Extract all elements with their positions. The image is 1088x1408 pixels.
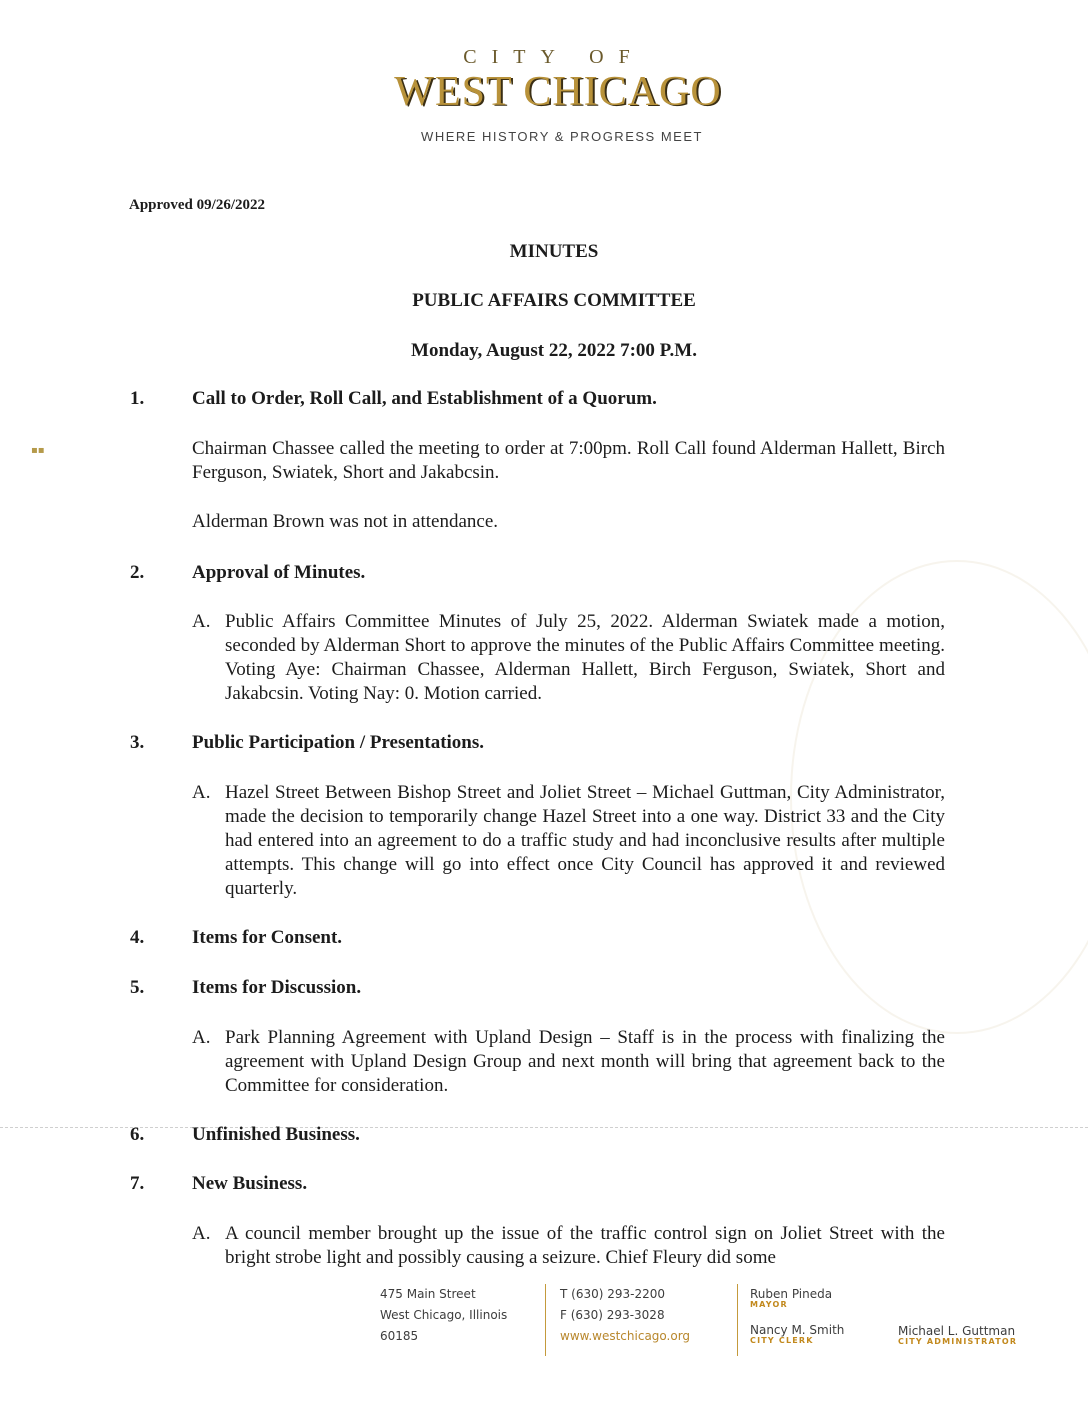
section-title: Approval of Minutes. (192, 562, 366, 583)
committee-name: PUBLIC AFFAIRS COMMITTEE (412, 290, 696, 311)
official-name: Ruben Pineda (750, 1287, 833, 1301)
footer-phone: T (630) 293-2200 (560, 1287, 665, 1301)
footer-divider (545, 1284, 546, 1356)
list-item-label: A. (192, 1027, 211, 1048)
section-number: 2. (130, 562, 145, 583)
section-title: Call to Order, Roll Call, and Establishment of a Quorum. (192, 388, 657, 409)
letterhead-tagline: WHERE HISTORY & PROGRESS MEET (421, 129, 703, 144)
list-item-label: A. (192, 1223, 211, 1244)
list-item-text: Public Affairs Committee Minutes of July 25, 2022. Alderman Swiatek made a motion, seconded by Alderman Short to approve the minutes of the Public Affairs Committee meeting. Voting Aye: Chairman Chassee, Alderman Hallett, Birch Ferguson, Swiatek, Short and Jakabcsin. Voting Nay: 0. Motion carried. (225, 611, 945, 704)
list-item-text: A council member brought up the issue of the traffic control sign on Joliet Street with the bright strobe light and possibly causing a seizure. Chief Fleury did some (225, 1223, 945, 1268)
footer-address (380, 1284, 507, 1347)
official-name: Nancy M. Smith (750, 1323, 845, 1337)
section-title: New Business. (192, 1173, 308, 1194)
list-item-label: A. (192, 782, 211, 803)
section-number: 6. (130, 1124, 145, 1145)
section-paragraph: Alderman Brown was not in attendance. (192, 511, 499, 532)
letterhead-city-of: CITY OF (463, 46, 645, 68)
official-mayor (750, 1287, 832, 1310)
section-title: Public Participation / Presentations. (192, 732, 485, 753)
document-title: MINUTES (509, 241, 599, 262)
official-role: CITY ADMINISTRATOR (898, 1337, 1018, 1346)
footer-website-link[interactable]: www.westchicago.org (560, 1329, 691, 1343)
footer-address-line: West Chicago, Illinois (380, 1308, 508, 1322)
list-item (192, 781, 945, 901)
scan-mark-icon: ▪▪ (31, 445, 45, 456)
footer-fax: F (630) 293-3028 (560, 1308, 665, 1322)
list-item-text: Park Planning Agreement with Upland Design – Staff is in the process with finalizing the agreement with Upland Design Group and next month will bring that agreement back to the Committee for consideration. (225, 1027, 945, 1096)
list-item-label: A. (192, 611, 211, 632)
list-item (192, 1026, 945, 1098)
list-item (192, 610, 945, 706)
official-city-clerk (750, 1323, 844, 1346)
section-title: Items for Discussion. (192, 977, 362, 998)
list-item (192, 1222, 945, 1270)
footer-divider (737, 1284, 738, 1356)
section-number: 3. (130, 732, 145, 753)
section-title: Unfinished Business. (192, 1124, 360, 1145)
section-number: 1. (130, 388, 145, 409)
scan-divider (0, 1127, 1088, 1128)
section-number: 5. (130, 977, 145, 998)
section-number: 4. (130, 927, 145, 948)
section-number: 7. (130, 1173, 145, 1194)
footer-contact (560, 1284, 690, 1347)
official-city-administrator (898, 1324, 1017, 1347)
meeting-date: Monday, August 22, 2022 7:00 P.M. (411, 340, 697, 361)
official-name: Michael L. Guttman (898, 1324, 1016, 1338)
section-paragraph: Chairman Chassee called the meeting to order at 7:00pm. Roll Call found Alderman Hallett, Birch Ferguson, Swiatek, Short and Jakabcsin. (192, 438, 945, 483)
official-role: MAYOR (750, 1300, 788, 1309)
official-role: CITY CLERK (750, 1336, 814, 1345)
footer-address-line: 60185 (380, 1329, 419, 1343)
approval-stamp: Approved 09/26/2022 (129, 197, 265, 213)
letterhead-city-name: WEST CHICAGO (394, 69, 722, 115)
footer-address-line: 475 Main Street (380, 1287, 476, 1301)
section-title: Items for Consent. (192, 927, 343, 948)
list-item-text: Hazel Street Between Bishop Street and Joliet Street – Michael Guttman, City Administrator, made the decision to temporarily change Hazel Street into a one way. District 33 and the City had entered into an agreement to do a traffic study and had inconclusive results after multiple attempts. This change will go into effect once City Council has approved it and reviewed quarterly. (225, 782, 945, 899)
